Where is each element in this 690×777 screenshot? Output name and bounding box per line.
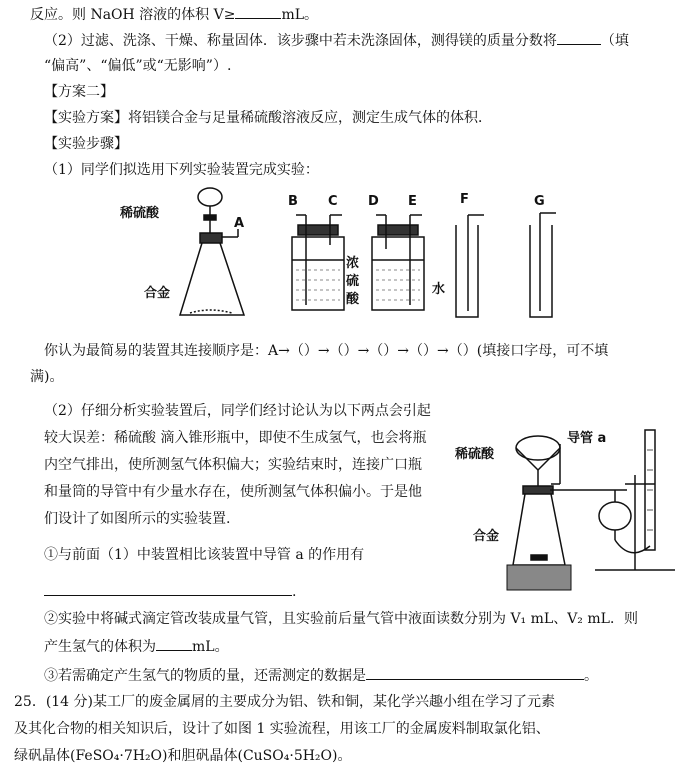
text: （填	[600, 33, 629, 49]
answer-blank[interactable]	[366, 665, 584, 680]
bottle-de	[372, 215, 424, 310]
label-a: A	[234, 216, 245, 231]
text: mL。	[192, 639, 229, 655]
text: mL。	[281, 7, 319, 23]
label-c: C	[328, 194, 338, 209]
apparatus-figure-2	[455, 420, 680, 595]
label-g: G	[534, 194, 545, 209]
label-f: F	[460, 192, 469, 207]
label-tube-a: 导管 a	[567, 431, 607, 446]
cylinder-g	[530, 213, 556, 317]
line-order-end: 满)。	[30, 369, 64, 385]
label-b: B	[288, 194, 298, 209]
label-acid: 稀硫酸	[120, 206, 160, 221]
line-step1: （1）同学们拟选用下列实验装置完成实验：	[44, 162, 319, 178]
heading-plan2: 【方案二】	[44, 84, 114, 100]
answer-blank[interactable]	[235, 4, 281, 19]
text: .	[292, 584, 297, 600]
label-e: E	[408, 194, 417, 209]
question-1: ①与前面（1）中装置相比该装置中导管 a 的作用有	[44, 547, 365, 563]
problem-25-line2: 及其化合物的相关知识后，设计了如图 1 实验流程，用该工厂的金属废料制取氯化铝、	[14, 721, 550, 737]
label-conc2: 硫	[346, 274, 360, 289]
text: ③若需确定产生氢气的物质的量，还需测定的数据是	[44, 668, 366, 684]
line-options: “偏高”、“偏低”或“无影响”）.	[44, 58, 232, 74]
answer-blank[interactable]	[44, 581, 292, 596]
problem-25-line3: 绿矾晶体(FeSO₄·7H₂O)和胆矾晶体(CuSO₄·5H₂O)。	[14, 748, 352, 764]
label-alloy: 合金	[144, 286, 171, 301]
label-d: D	[368, 194, 379, 209]
line-p2-5: 们设计了如图所示的实验装置.	[44, 511, 231, 527]
bottle-bc	[292, 215, 344, 310]
flask-a	[180, 188, 244, 315]
base-block	[507, 565, 571, 590]
label-alloy: 合金	[473, 529, 500, 544]
text: 产生氢气的体积为	[44, 639, 156, 655]
text: （2）过滤、洗涤、干燥、称量固体．该步骤中若未洗涤固体，测得镁的质量分数将	[44, 33, 557, 49]
apparatus-figure-1	[120, 185, 560, 330]
flask-setup	[513, 430, 675, 570]
answer-blank[interactable]	[557, 30, 601, 45]
line-plan: 【实验方案】将铝镁合金与足量稀硫酸溶液反应，测定生成气体的体积．	[44, 110, 492, 126]
label-conc1: 浓	[346, 256, 360, 271]
label-conc3: 酸	[346, 292, 360, 307]
label-acid: 稀硫酸	[455, 447, 495, 462]
question-1-answer	[44, 581, 296, 602]
line-filter	[44, 30, 629, 51]
text: 反应。则 NaOH 溶液的体积 V≥	[30, 7, 236, 23]
answer-blank[interactable]	[156, 636, 192, 651]
text: 。	[584, 668, 598, 684]
question-2-answer	[44, 636, 229, 657]
question-3	[44, 665, 598, 686]
line-p2-3: 内空气排出，使所测氢气体积偏大；实验结束时，连接广口瓶	[44, 457, 422, 473]
heading-steps: 【实验步骤】	[44, 136, 128, 152]
problem-25-line1: 25．(14 分)某工厂的废金属屑的主要成分为铝、铁和铜，某化学兴趣小组在学习了元素	[14, 694, 556, 710]
line-p2-1: （2）仔细分析实验装置后，同学们经讨论认为以下两点会引起	[44, 403, 431, 419]
line-order: 你认为最简易的装置其连接顺序是：A→（）→（）→（）→（）→（）(填接口字母，可不填	[44, 343, 609, 359]
question-2: ②实验中将碱式滴定管改装成量气管，且实验前后量气管中液面读数分别为 V₁ mL、V₂ mL．则	[44, 611, 638, 627]
line-p2-2: 较大误差：稀硫酸 滴入锥形瓶中，即使不生成氢气，也会将瓶	[44, 430, 427, 446]
label-water: 水	[432, 282, 446, 297]
cylinder-f	[456, 215, 484, 317]
line-naoh	[30, 4, 318, 25]
line-p2-4: 和量筒的导管中有少量水存在，使所测氢气体积偏小。于是他	[44, 484, 422, 500]
